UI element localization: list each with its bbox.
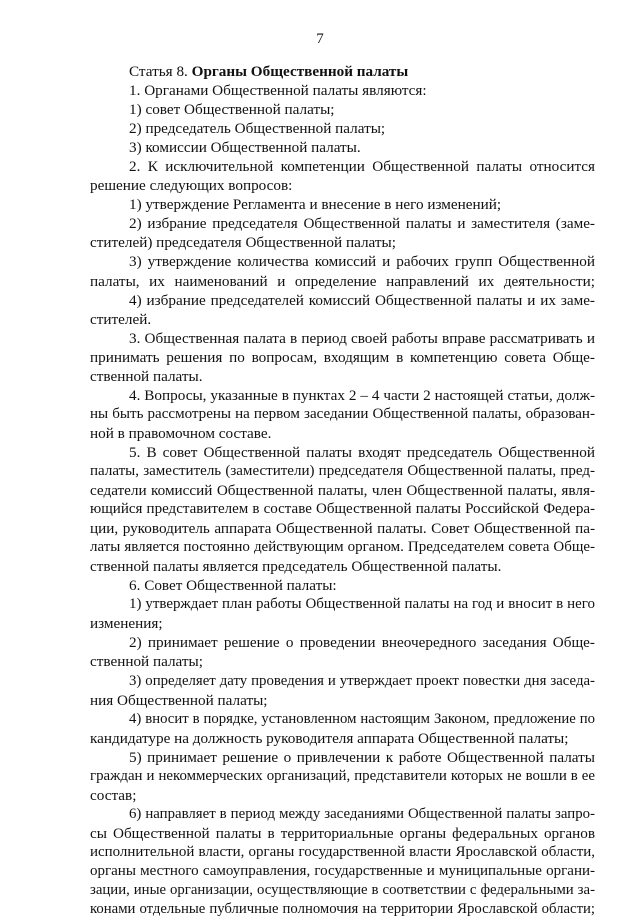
text-line: исполнительной власти, органы государственной власти Ярославской области, bbox=[90, 843, 595, 860]
text-line: граждан и некоммерческих организаций, представители которых не вошли в ее bbox=[90, 767, 595, 784]
text-line: ственной палаты; bbox=[90, 653, 203, 671]
text-line: 3) определяет дату проведения и утверждает проект повестки дня заседа- bbox=[129, 672, 595, 689]
text-line: латы является постоянно действующим органом. Председателем совета Обще- bbox=[90, 539, 595, 556]
document-body bbox=[90, 62, 595, 919]
text-line: зации, иные организации, осуществляющие в соответствии с федеральными за- bbox=[90, 882, 595, 899]
text-line: 2) избрание председателя Общественной палаты и заместителя (заме- bbox=[129, 215, 595, 233]
text-line: палаты, их наименований и определение направлений их деятельности; bbox=[90, 272, 595, 290]
text-line: 2. К исключительной компетенции Общественной палаты относится bbox=[129, 158, 595, 176]
article-text bbox=[90, 81, 595, 919]
text-line: ны быть рассмотрены на первом заседании Общественной палаты, образован- bbox=[90, 405, 595, 422]
text-line: 3) утверждение количества комиссий и рабочих групп Общественной bbox=[129, 253, 595, 271]
article-label: Статья 8. bbox=[129, 63, 188, 80]
text-line: седатели комиссий Общественной палаты, член Общественной палаты, явля- bbox=[90, 482, 595, 500]
text-line: 1) совет Общественной палаты; bbox=[129, 101, 335, 119]
text-line: стителей. bbox=[90, 310, 152, 328]
text-line: 4) избрание председателей комиссий Общественной палаты и их заме- bbox=[129, 291, 595, 309]
text-line: 1. Органами Общественной палаты являются: bbox=[129, 82, 427, 100]
text-line: принимать решения по вопросам, входящим в компетенцию совета Обще- bbox=[90, 348, 595, 366]
text-line: органы местного самоуправления, государственные и муниципальные органи- bbox=[90, 862, 595, 879]
text-line: изменения; bbox=[90, 615, 163, 633]
text-line: 4) вносит в порядке, установленном настоящим Законом, предложение по bbox=[129, 710, 595, 727]
text-line: кандидатуре на должность руководителя аппарата Общественной палаты; bbox=[90, 729, 569, 747]
text-line: 4. Вопросы, указанные в пунктах 2 – 4 части 2 настоящей статьи, долж- bbox=[129, 386, 595, 404]
text-line: 3. Общественная палата в период своей работы вправе рассматривать и bbox=[129, 329, 595, 347]
text-line: ции, руководитель аппарата Общественной палаты. Совет Общественной па- bbox=[90, 520, 595, 538]
text-line: палаты, заместитель (заместители) председателя Общественной палаты, пред- bbox=[90, 462, 595, 479]
text-line: ния Общественной палаты; bbox=[90, 691, 268, 709]
text-line: стителей) председателя Общественной палаты; bbox=[90, 234, 396, 252]
text-line: 5. В совет Общественной палаты входят председатель Общественной bbox=[129, 443, 595, 461]
text-line: решение следующих вопросов: bbox=[90, 177, 293, 195]
text-line: 6) направляет в период между заседаниями Общественной палаты запро- bbox=[129, 805, 595, 822]
text-line: ственной палаты является председатель Общественной палаты. bbox=[90, 558, 502, 576]
text-line: 3) комиссии Общественной палаты. bbox=[129, 139, 361, 157]
text-line: 5) принимает решение о привлечении к работе Общественной палаты bbox=[129, 748, 595, 766]
article-heading bbox=[90, 62, 595, 81]
text-line: 1) утверждение Регламента и внесение в него изменений; bbox=[129, 196, 502, 214]
text-line: 1) утверждает план работы Общественной палаты на год и вносит в него bbox=[129, 596, 595, 613]
text-line: 2) председатель Общественной палаты; bbox=[129, 120, 386, 138]
text-line: ственной палаты. bbox=[90, 367, 203, 385]
text-line: 2) принимает решение о проведении внеочередного заседания Обще- bbox=[129, 634, 595, 652]
text-line: состав; bbox=[90, 786, 137, 804]
page-number: 7 bbox=[316, 31, 324, 47]
article-title: Органы Общественной палаты bbox=[191, 63, 409, 80]
text-line: 6. Совет Общественной палаты: bbox=[129, 577, 337, 595]
text-line: сы Общественной палаты в территориальные органы федеральных органов bbox=[90, 824, 595, 842]
text-line: конами отдельные публичные полномочия на территории Ярославской области; bbox=[90, 901, 595, 918]
text-line: ющийся представителем в составе Общественной палаты Российской Федера- bbox=[90, 501, 595, 518]
text-line: ной в правомочном составе. bbox=[90, 424, 272, 442]
